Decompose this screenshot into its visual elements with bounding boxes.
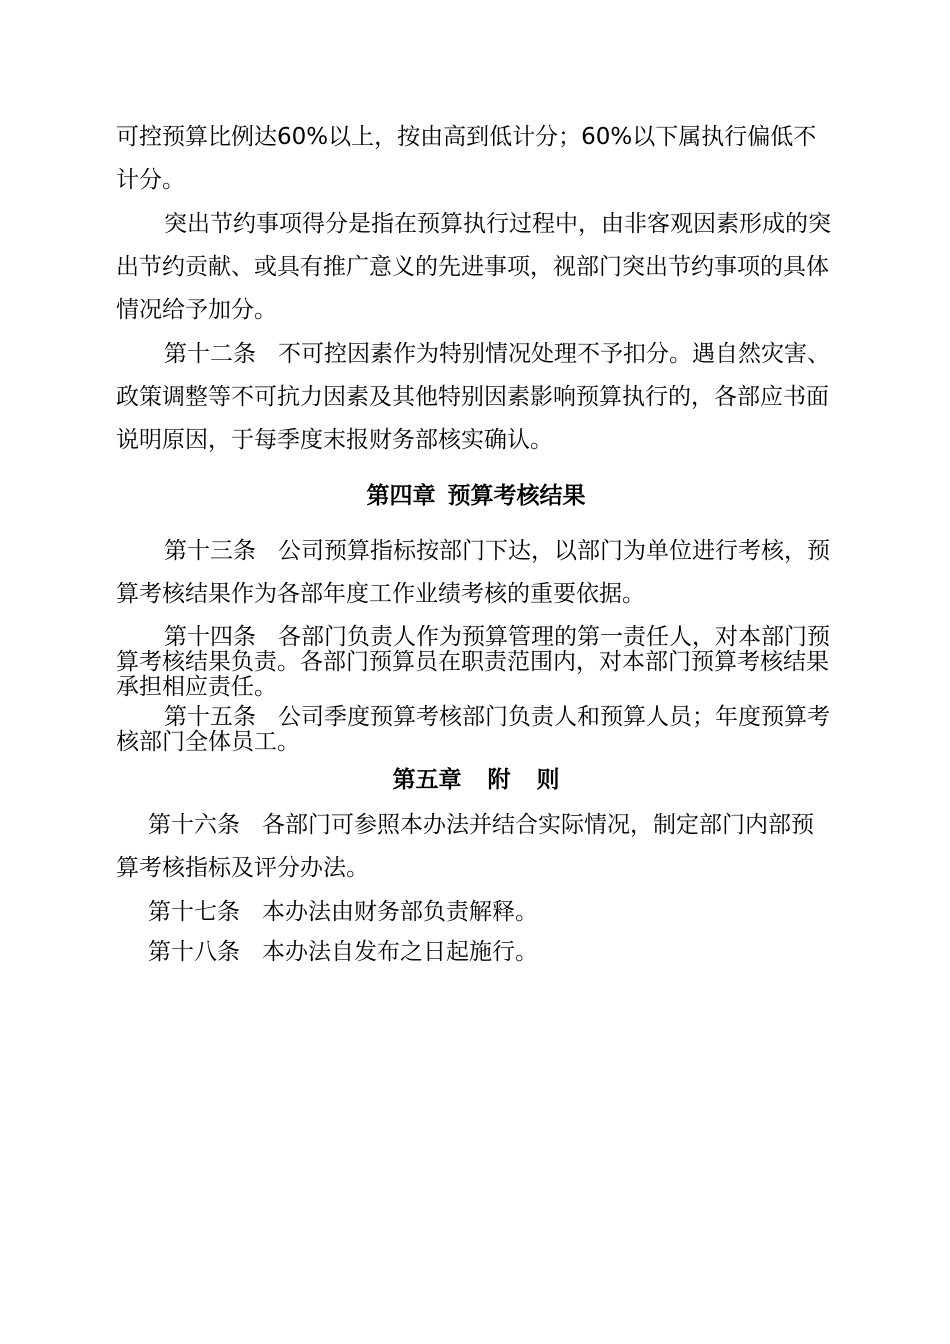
article-text: 本办法由财务部负责解释。 [262,899,538,925]
article-label: 第十三条 [164,538,256,564]
paragraph-budget-ratio: 可控预算比例达60%以上，按由高到低计分；60%以下属执行偏低不计分。 [116,124,817,193]
article-label: 第十六条 [148,812,240,838]
article-label: 第十八条 [148,939,240,965]
article-label: 第十七条 [148,899,240,925]
paragraph-savings-score: 突出节约事项得分是指在预算执行过程中，由非客观因素形成的突出节约贡献、或具有推广意义的先进事项，视部门突出节约事项的具体情况给予加分。 [116,211,831,323]
chapter-4-heading: 第四章 预算考核结果 [366,483,586,509]
article-text: 各部门可参照本办法并结合实际情况，制定部门内部预算考核指标及评分办法。 [116,812,814,881]
article-text: 不可控因素作为特别情况处理不予扣分。遇自然灾害、政策调整等不可抗力因素及其他特别因素影响预算执行的，各部应书面说明原因，于每季度末报财务部核实确认。 [116,341,830,453]
article-label: 第十二条 [164,341,256,367]
article-text: 公司预算指标按部门下达，以部门为单位进行考核，预算考核结果作为各部年度工作业绩考核的重要依据。 [116,538,830,607]
article-13 [116,530,836,616]
chapter-5-heading: 第五章 附 则 [392,767,560,793]
article-14 [116,625,836,700]
article-label: 第十四条 [164,624,256,650]
article-label: 第十五条 [164,704,256,730]
article-15 [116,705,836,755]
article-18 [116,931,836,974]
article-17 [116,891,836,934]
article-text: 各部门负责人作为预算管理的第一责任人，对本部门预算考核结果负责。各部门预算员在职责范围内，对本部门预算考核结果承担相应责任。 [116,624,830,700]
article-12 [116,333,836,462]
article-text: 本办法自发布之日起施行。 [262,939,538,965]
article-text: 公司季度预算考核部门负责人和预算人员；年度预算考核部门全体员工。 [116,704,830,755]
article-16 [116,804,836,890]
